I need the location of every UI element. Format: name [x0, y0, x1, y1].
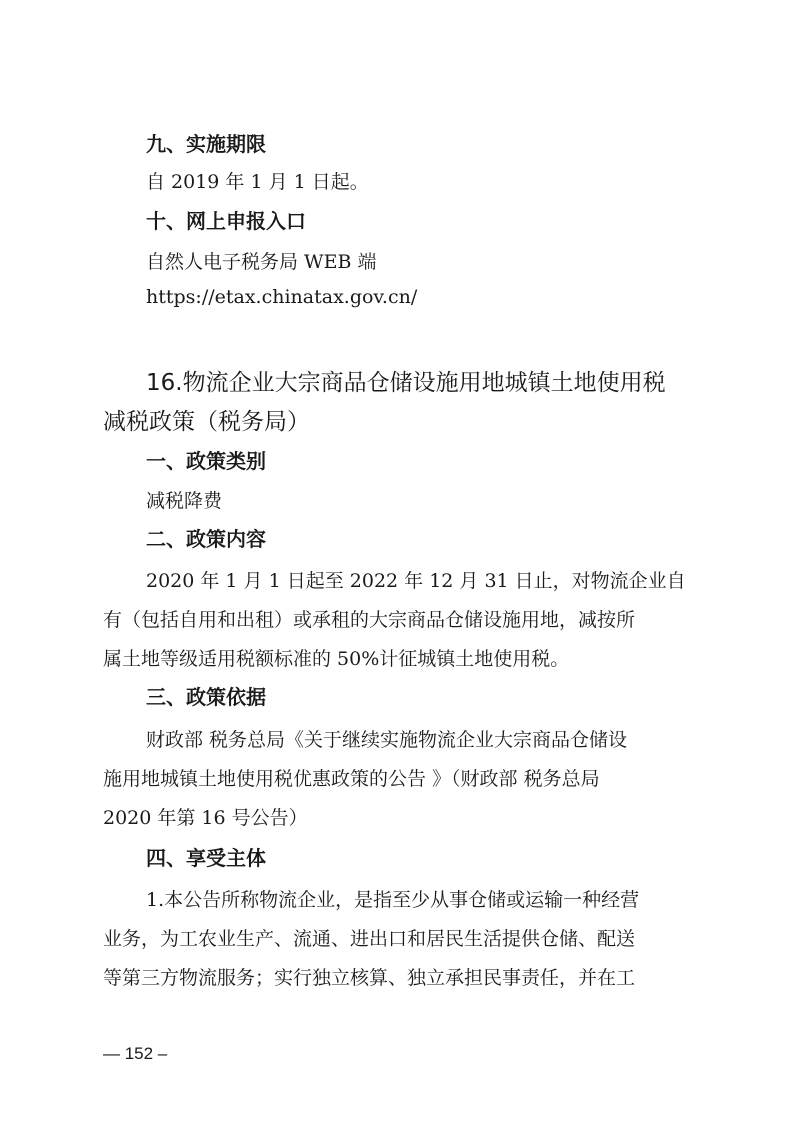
page-number: — 152 – [103, 1044, 168, 1063]
section-1-heading: 一、政策类别 [146, 449, 266, 473]
section-3-line-3: 2020 年第 16 号公告） [103, 807, 308, 829]
section-9-text: 自 2019 年 1 月 1 日起。 [146, 171, 369, 193]
section-2-line-2: 有（包括自用和出租）或承租的大宗商品仓储设施用地，减按所 [103, 609, 636, 631]
section-4-line-3: 等第三方物流服务；实行独立核算、独立承担民事责任，并在工 [103, 967, 636, 989]
section-10-url: https://etax.chinatax.gov.cn/ [146, 286, 418, 308]
policy-title-line-2: 减税政策（税务局） [103, 409, 310, 435]
section-3-heading: 三、政策依据 [146, 685, 266, 709]
section-4-heading: 四、享受主体 [146, 846, 266, 870]
section-2-line-1: 2020 年 1 月 1 日起至 2022 年 12 月 31 日止，对物流企业自 [146, 570, 686, 592]
section-3-line-2: 施用地城镇土地使用税优惠政策的公告 》（财政部 税务总局 [103, 768, 600, 790]
section-10-text: 自然人电子税务局 WEB 端 [146, 251, 377, 273]
section-4-line-2: 业务，为工农业生产、流通、进出口和居民生活提供仓储、配送 [103, 928, 636, 950]
section-4-line-1: 1.本公告所称物流企业，是指至少从事仓储或运输一种经营 [146, 889, 640, 911]
section-2-heading: 二、政策内容 [146, 527, 266, 551]
section-10-heading: 十、网上申报入口 [146, 209, 306, 233]
section-9-heading: 九、实施期限 [146, 132, 266, 156]
policy-title-line-1: 16.物流企业大宗商品仓储设施用地城镇土地使用税 [146, 370, 666, 396]
section-3-line-1: 财政部 税务总局《关于继续实施物流企业大宗商品仓储设 [146, 729, 628, 751]
section-1-text: 减税降费 [146, 490, 223, 512]
section-2-line-3: 属土地等级适用税额标准的 50%计征城镇土地使用税。 [103, 648, 570, 670]
